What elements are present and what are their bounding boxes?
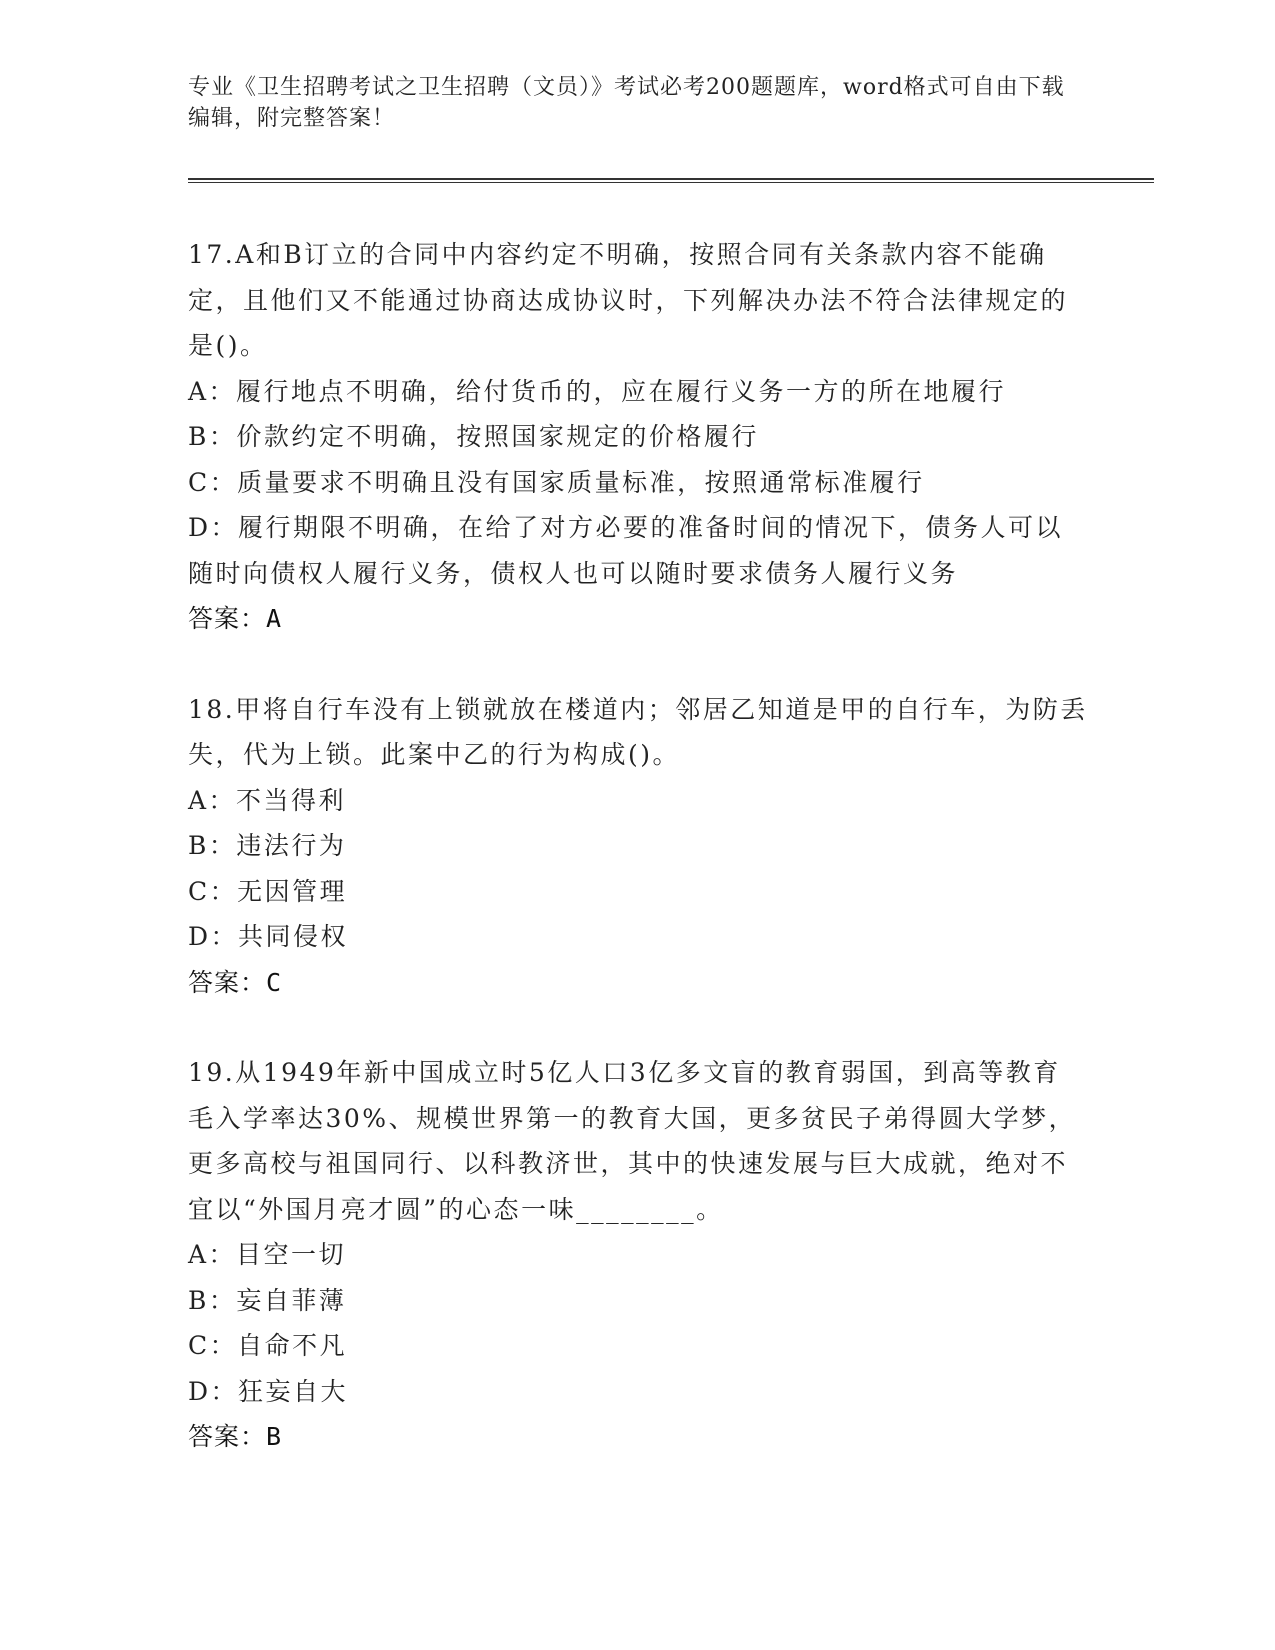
option-d: D：狂妄自大	[188, 1376, 349, 1406]
option-d: D：履行期限不明确，在给了对方必要的准备时间的情况下，债务人可以随时向债权人履行义务，债权人也可以随时要求债务人履行义务	[188, 513, 1064, 588]
question-stem: 19.从1949年新中国成立时5亿人口3亿多文盲的教育弱国，到高等教育毛入学率达30%、规模世界第一的教育大国，更多贫民子弟得圆大学梦，更多高校与祖国同行、以科教济世，其中的快速发展与巨大成就，绝对不宜以“外国月亮才圆”的心态一味________。	[188, 1058, 1077, 1224]
option-c: C：自命不凡	[188, 1331, 348, 1360]
question-list	[188, 232, 1088, 1505]
option-c: C：质量要求不明确且没有国家质量标准，按照通常标准履行	[188, 467, 925, 497]
document-header: 专业《卫生招聘考试之卫生招聘（文员）》考试必考200题题库，word格式可自由下载编辑，附完整答案！	[188, 75, 1065, 131]
option-b: B：妄自菲薄	[188, 1285, 347, 1315]
header-divider	[188, 178, 1154, 183]
option-b: B：违法行为	[188, 831, 347, 860]
option-c: C：无因管理	[188, 876, 348, 906]
option-a: A：目空一切	[188, 1240, 347, 1269]
question-stem: 18.甲将自行车没有上锁就放在楼道内；邻居乙知道是甲的自行车，为防丢失，代为上锁。此案中乙的行为构成()。	[188, 694, 1088, 769]
question-18	[188, 687, 1088, 1006]
option-d: D：共同侵权	[188, 922, 349, 951]
answer-label: 答案：C	[188, 967, 283, 997]
option-a: A：不当得利	[188, 785, 347, 815]
answer-label: 答案：B	[188, 1422, 283, 1451]
question-stem: 17.A和B订立的合同中内容约定不明确，按照合同有关条款内容不能确定，且他们又不能通过协商达成协议时，下列解决办法不符合法律规定的是()。	[188, 240, 1069, 360]
answer-label: 答案：A	[188, 604, 283, 633]
question-17	[188, 232, 1088, 642]
option-a: A：履行地点不明确，给付货币的，应在履行义务一方的所在地履行	[188, 376, 1007, 406]
option-b: B：价款约定不明确，按照国家规定的价格履行	[188, 422, 759, 451]
question-19	[188, 1050, 1088, 1460]
